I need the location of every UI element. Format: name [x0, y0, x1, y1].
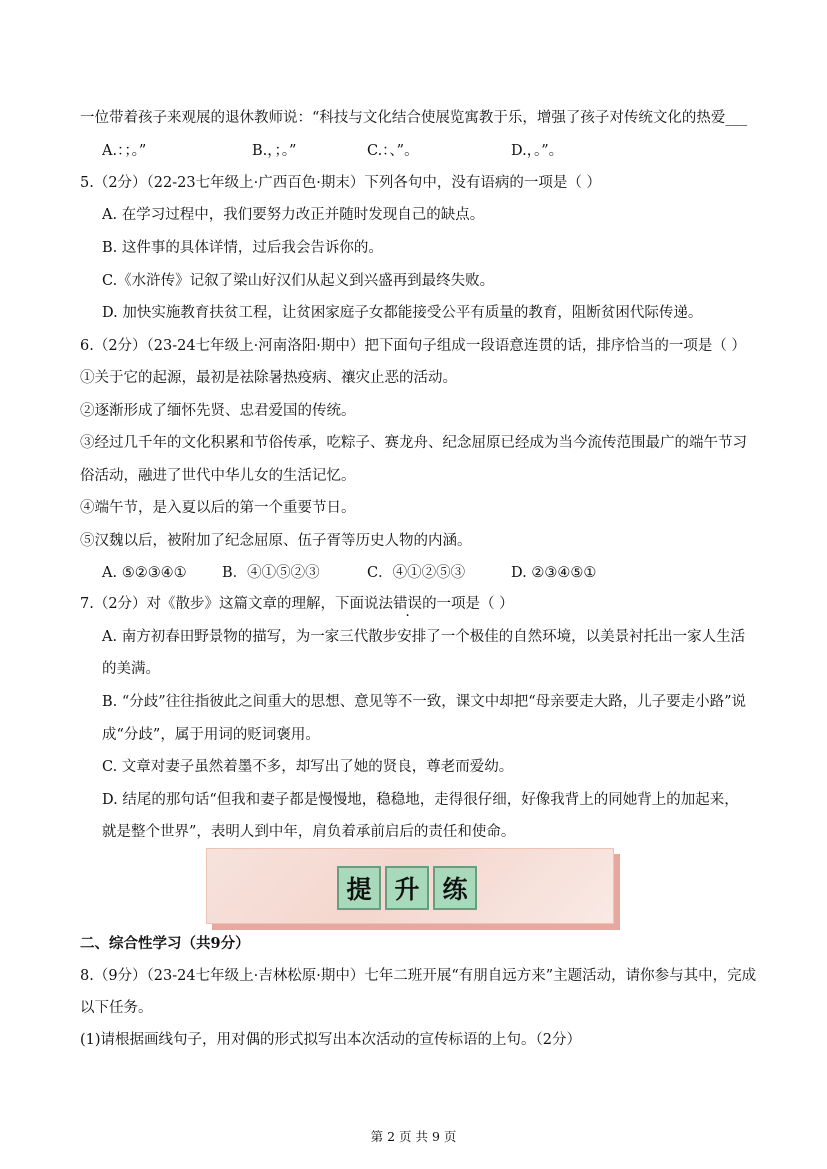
- q6-item-3: ③经过几千年的文化积累和节俗传承，吃粽子、赛龙舟、纪念屈原已经成为当今流传范围最广的端午节习: [80, 435, 747, 451]
- q6-item-2: ②逐渐形成了缅怀先贤、忠君爱国的传统。: [80, 403, 356, 419]
- q6-item-1: ①关于它的起源，最初是祛除暑热疫病、禳灾止恶的活动。: [80, 370, 457, 386]
- banner-char-1: 提: [337, 866, 381, 910]
- q4-options: [102, 141, 802, 161]
- q5-option-b: B. 这件事的具体详情，过后我会告诉你的。: [102, 240, 383, 256]
- q4-option-b: B.，；。”: [252, 143, 297, 159]
- q8-stem-cont: 以下任务。: [80, 1000, 153, 1016]
- q5-option-a: A. 在学习过程中，我们要努力改正并随时发现自己的缺点。: [102, 207, 485, 223]
- q4-option-d: D.，。”。: [511, 143, 564, 159]
- q4-option-c: C.：、”。: [367, 143, 419, 159]
- q6-option-c: C．④①②⑤③: [367, 565, 466, 581]
- q5-option-d: D. 加快实施教育扶贫工程，让贫困家庭子女都能接受公平有质量的教育，阻断贫困代际传递。: [102, 305, 703, 321]
- q7-option-a-cont: 的美满。: [102, 661, 160, 677]
- q6-item-5: ⑤汉魏以后，被附加了纪念屈原、伍子胥等历史人物的内涵。: [80, 533, 472, 549]
- practice-banner: [206, 848, 614, 924]
- q6-option-a: A. ⑤②③④①: [102, 565, 187, 581]
- q5-stem: 5.（2分）（22-23七年级上·广西百色·期末）下列各句中，没有语病的一项是（ ）: [80, 175, 601, 191]
- q8-sub-1: (1)请根据画线句子，用对偶的形式拟写出本次活动的宣传标语的上句。（2分）: [80, 1032, 582, 1048]
- banner-char-3: 练: [433, 866, 477, 910]
- q7-stem-after: 的一项是（ ）: [422, 596, 514, 612]
- banner-tiles: [337, 866, 477, 910]
- q6-option-d: D. ②③④⑤①: [511, 565, 597, 581]
- q6-options: [102, 563, 802, 583]
- q8-stem: 8.（9分）（23-24七年级上·吉林松原·期中）七年二班开展“有朋自远方来”主题活动，请你参与其中，完成: [80, 968, 757, 984]
- banner-char-2: 升: [385, 866, 429, 910]
- section-2-title: 二、综合性学习（共9分）: [80, 935, 250, 952]
- q6-stem: 6.（2分）（23-24七年级上·河南洛阳·期中）把下面句子组成一段语意连贯的话，排序恰当的一项是（ ）: [80, 338, 746, 354]
- page-footer: 第 2 页 共 9 页: [370, 1129, 457, 1144]
- intro-quote-line: 一位带着孩子来观展的退休教师说：“科技与文化结合使展览寓教于乐，增强了孩子对传统文化的热爱___: [80, 110, 748, 126]
- q6-option-b: B．④①⑤②③: [222, 565, 320, 581]
- q7-option-d-cont: 就是整个世界”，表明人到中年，肩负着承前启后的责任和使命。: [102, 824, 516, 840]
- q7-option-a: A. 南方初春田野景物的描写，为一家三代散步安排了一个极佳的自然环境，以美景衬托出一家人生活: [102, 629, 746, 645]
- q6-item-4: ④端午节，是入夏以后的第一个重要节日。: [80, 500, 356, 516]
- q4-option-a: A.：；。”: [102, 143, 147, 159]
- q6-item-3-cont: 俗活动，融进了世代中华儿女的生活记忆。: [80, 468, 356, 484]
- q5-option-c: C.《水浒传》记叙了梁山好汉们从起义到兴盛再到最终失败。: [102, 273, 495, 289]
- q7-option-c: C. 文章对妻子虽然着墨不多，却写出了她的贤良，尊老而爱幼。: [102, 759, 514, 775]
- q7-stem: [80, 594, 514, 614]
- q7-stem-emphasis: 错误: [393, 596, 423, 612]
- q7-option-b-cont: 成“分歧”，属于用词的贬词褒用。: [102, 727, 320, 743]
- q7-option-d: D. 结尾的那句话“但我和妻子都是慢慢地，稳稳地，走得很仔细，好像我背上的同她背上的加起来，: [102, 792, 739, 808]
- q7-stem-before: 7.（2分）对《散步》这篇文章的理解，下面说法: [80, 596, 394, 612]
- q7-option-b: B. “分歧”往往指彼此之间重大的思想、意见等不一致，课文中却把“母亲要走大路，儿子要走小路”说: [102, 694, 747, 710]
